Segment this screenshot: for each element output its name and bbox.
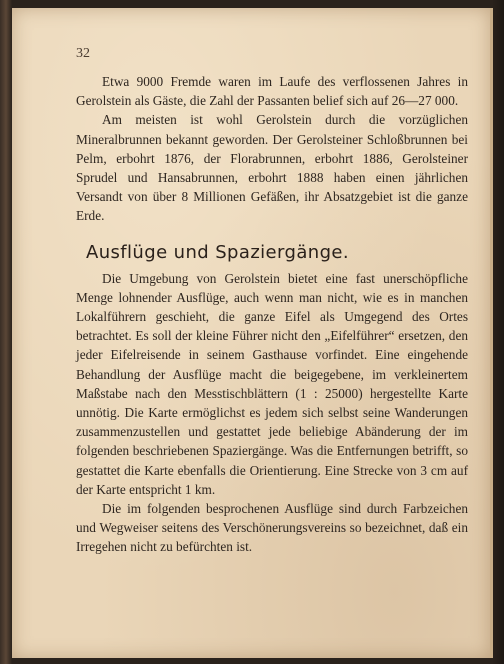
book-page [12,8,493,658]
paragraph-trail-markers: Die im folgenden besprochenen Ausflüge sind durch Farbzeichen und Wegweiser seitens des Verschönerungsvereins so bezeichnet, daß ein Irregehen nicht zu befürchten ist. [76,501,468,555]
paragraph-mineral-springs: Am meisten ist wohl Gerolstein durch die vorzüglichen Mineralbrunnen bekannt geworden. Der Gerolsteiner Schloßbrunnen bei Pelm, erbohrt 1876, der Florabrunnen, erbohrt 1886, Gerolsteiner Sprudel und Hansabrunnen, erbohrt 1888 haben einen jährlichen Versandt von über 8 Millionen Gefäßen, ihr Absatzgebiet ist die ganze Erde. [76,112,468,224]
paragraph-visitors: Etwa 9000 Fremde waren im Laufe des verflossenen Jahres in Gerolstein als Gäste, die Zahl der Passanten belief sich auf 26—27 000. [76,74,468,109]
page-text [76,72,468,557]
paragraph-excursions: Die Umgebung von Gerolstein bietet eine fast unerschöpfliche Menge lohnender Ausflüge, auch wenn man nicht, wie es in manchen Lokalführern geschieht, die ganze Eifel als Umgegend des Ortes betrachtet. Es soll der kleine Führer nicht den „Eifelführer“ ersetzen, den jeder Eifelreisende in seinem Gasthause vorfindet. Eine eingehende Behandlung der Ausflüge macht die beigegebene, im verkleinertem Maßstabe nach den Messtischblättern (1 : 25000) hergestellte Karte unnötig. Die Karte ermöglichst es jedem sich selbst seine Wanderungen zusammenzustellen und gestattet jede beliebige Abänderung der im folgenden beschriebenen Spaziergänge. Was die Entfernungen betrifft, so gestattet die Karte ebenfalls die Orientierung. Eine Strecke von 3 cm auf der Karte entspricht 1 km. [76,270,468,497]
section-heading: Ausflüge und Spaziergänge. [86,241,350,263]
page-number: 32 [76,46,90,61]
